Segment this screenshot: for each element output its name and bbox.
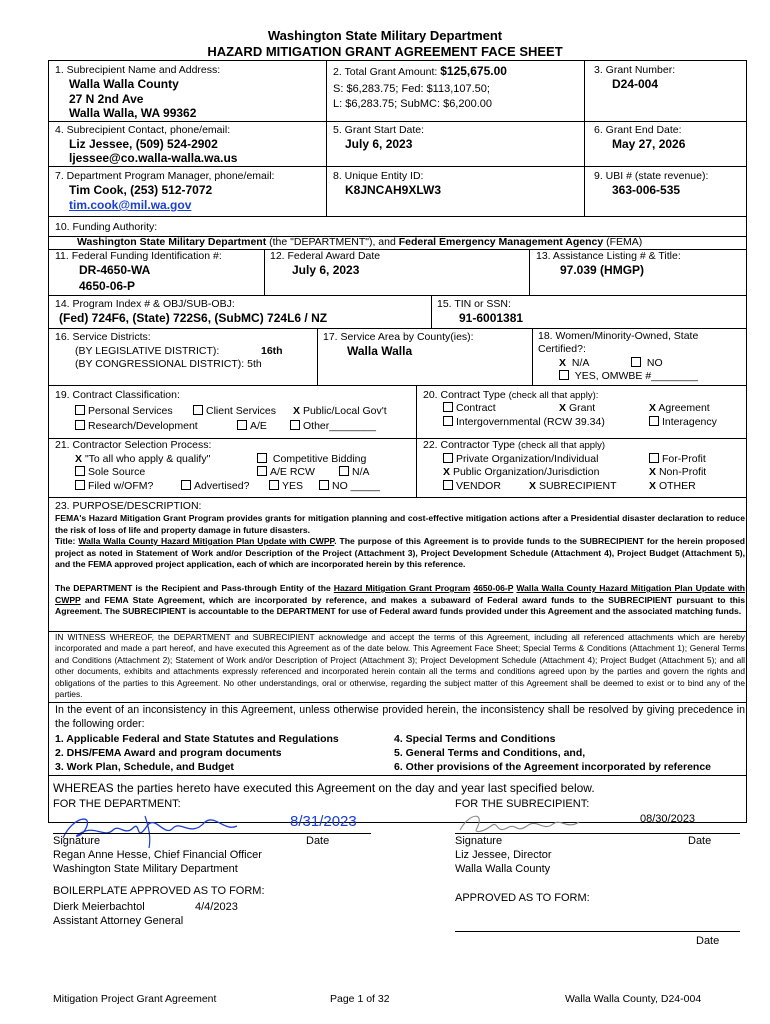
subrecipient-label: SUBRECIPIENT <box>538 480 617 492</box>
sub-signature-label: Signature <box>455 835 503 847</box>
f4-label: 4. Subrecipient Contact, phone/email: <box>55 124 231 136</box>
f12-label: 12. Federal Award Date <box>270 250 381 262</box>
f2-total-grant <box>333 65 507 79</box>
footer-left: Mitigation Project Grant Agreement <box>53 993 217 1005</box>
for-profit-checkbox[interactable] <box>649 453 659 463</box>
document-title: HAZARD MITIGATION GRANT AGREEMENT FACE SHEET <box>207 44 563 59</box>
sel-filed-ofm[interactable] <box>75 480 153 493</box>
sel-competitive[interactable] <box>257 453 366 466</box>
wmbe-no-label: NO <box>646 357 663 369</box>
agreement-mark: X <box>649 402 657 414</box>
grant-number: D24-004 <box>612 77 659 91</box>
order-6: 6. Other provisions of the Agreement incorporated by reference <box>394 761 712 773</box>
intergovernmental-checkbox[interactable] <box>443 416 453 426</box>
sel-no[interactable] <box>319 480 380 493</box>
ctype-non-profit[interactable] <box>649 466 706 479</box>
federal-funding-id2: 4650-06-P <box>79 279 136 293</box>
f13-label: 13. Assistance Listing # & Title: <box>536 250 681 262</box>
sel-advertised[interactable] <box>181 480 249 493</box>
competitive-label: Competitive Bidding <box>272 453 367 465</box>
witness-paragraph: IN WITNESS WHEREOF, the DEPARTMENT and SUBRECIPIENT acknowledge and accept the terms of this Agreement, including all referenced attachments which are hereby incorporated and made a part hereof, and have executed this Agreement as of the date below. This Agreement Face Sheet; Special Terms & Conditions (Attachment 1); General Terms and Conditions (Attachment 2); Statement of Work and/or Description of Project (Attachment 3); Project Development Schedule (Attachment 4); Project Budget (Attachment 5); and all other documents, exhibits and attachments expressly referenced and incorporated herein contain all the terms and conditions agreed upon by the parties and govern the rights and obligations of the parties to this Agreement. No other understandings, oral or otherwise, regarding the subject matter of this Agreement shall be deemed to exist or to bind any of the parties. <box>55 632 745 700</box>
personal-services-label: Personal Services <box>88 405 173 417</box>
purpose-recipient <box>55 583 745 618</box>
f19-label: 19. Contract Classification: <box>55 389 180 401</box>
footer-right: Walla Walla County, D24-004 <box>565 993 702 1005</box>
ctype-for-profit[interactable] <box>649 453 706 466</box>
f16-label: 16. Service Districts: <box>55 331 151 343</box>
dept-date-label: Date <box>306 835 330 847</box>
subrecipient-name: Walla Walla County <box>69 77 179 91</box>
sel-ae-rcw[interactable] <box>257 466 315 479</box>
filed-ofm-checkbox[interactable] <box>75 480 85 490</box>
f2-line2: L: $6,283.75; SubMC: $6,200.00 <box>333 98 493 110</box>
intergovernmental-label: Intergovernmental (RCW 39.34) <box>456 416 605 428</box>
f10-mid: (the "DEPARTMENT"), and <box>266 236 399 248</box>
f20-label-note: (check all that apply): <box>508 390 599 401</box>
approved-as-to-form: APPROVED AS TO FORM: <box>455 892 590 904</box>
purpose-title <box>55 536 745 571</box>
program-manager: Tim Cook, (253) 512-7072 <box>69 183 213 197</box>
f11-label: 11. Federal Funding Identification #: <box>55 250 222 262</box>
face-sheet-form <box>48 60 747 823</box>
boilerplate-signer: Dierk Meierbachtol <box>53 901 145 913</box>
sel-all-apply[interactable] <box>75 453 210 466</box>
f23-label: 23. PURPOSE/DESCRIPTION: <box>55 500 202 512</box>
order-2: 2. DHS/FEMA Award and program documents <box>55 747 282 759</box>
boilerplate-label: BOILERPLATE APPROVED AS TO FORM: <box>53 885 265 897</box>
sub-sign-date: 08/30/2023 <box>640 813 696 825</box>
type-contract[interactable] <box>443 402 496 415</box>
order-1: 1. Applicable Federal and State Statutes and Regulations <box>55 733 339 745</box>
f18-label2: Certified?: <box>538 343 586 355</box>
ae-rcw-checkbox[interactable] <box>257 466 267 476</box>
f22-label-note: (check all that apply) <box>517 440 606 451</box>
advertised-label: Advertised? <box>194 480 250 492</box>
sel-na-checkbox[interactable] <box>339 466 349 476</box>
sub-date-label: Date <box>688 835 712 847</box>
public-local-gov-label: Public/Local Gov't <box>302 405 387 417</box>
class-research[interactable] <box>75 420 198 433</box>
purpose-recipient-body: and FEMA State Agreement, which are incorporated by reference, and makes a subaward of Federal award funds to the SUBRECIPIENT pursuant to this Agreement. The SUBRECIPIENT is accountable to the DEPARTMENT for use of Federal award funds provided under this Agreement and the associated matching funds. <box>55 594 745 617</box>
grant-label: Grant <box>568 402 596 414</box>
ctype-subrecipient[interactable] <box>529 480 617 493</box>
other-type-mark: X <box>649 480 657 492</box>
other-class-checkbox[interactable] <box>290 420 300 430</box>
wmbe-yes-label: YES, OMWBE #________ <box>574 370 698 382</box>
interagency-label: Interagency <box>662 416 717 428</box>
dept-signature-label: Signature <box>53 835 101 847</box>
ctype-public[interactable] <box>443 466 599 479</box>
public-local-gov-mark: X <box>293 405 301 417</box>
private-label: Private Organization/Individual <box>456 453 599 465</box>
purpose-title-prefix: Title: <box>55 536 79 546</box>
class-other[interactable] <box>290 420 376 433</box>
public-org-label: Public Organization/Jurisdiction <box>452 466 600 478</box>
f6-label: 6. Grant End Date: <box>594 124 682 136</box>
contract-checkbox[interactable] <box>443 402 453 412</box>
sel-no-checkbox[interactable] <box>319 480 329 490</box>
footer-page: Page 1 of 32 <box>330 993 390 1005</box>
class-client-services[interactable] <box>193 405 276 418</box>
f22-label-main: 22. Contractor Type <box>423 439 518 451</box>
f20-label-main: 20. Contract Type <box>423 389 509 401</box>
program-index: (Fed) 724F6, (State) 722S6, (SubMC) 724L6 / NZ <box>59 311 328 325</box>
federal-award-date: July 6, 2023 <box>292 263 360 277</box>
other-type-label: OTHER <box>658 480 696 492</box>
ctype-private[interactable] <box>443 453 598 466</box>
subrecipient-mark: X <box>529 480 537 492</box>
sel-sole-source[interactable] <box>75 466 145 479</box>
other-class-label: Other________ <box>303 420 376 432</box>
sub-signer-name: Liz Jessee, Director <box>455 849 552 861</box>
inconsistency-paragraph: In the event of an inconsistency in this Agreement, unless otherwise provided herein, the inconsistency shall be resolved by giving precedence in the following order: <box>55 704 745 730</box>
f15-label: 15. TIN or SSN: <box>437 298 511 310</box>
ubi-number: 363-006-535 <box>612 183 681 197</box>
purpose-project-name: Walla Walla County Hazard Mitigation Plan Update with CWPP <box>55 583 746 605</box>
sel-no-label: NO _____ <box>332 480 380 492</box>
dept-for-label: FOR THE DEPARTMENT: <box>53 798 181 810</box>
purpose-title-body: . The purpose of this Agreement is to provide funds to the SUBRECIPIENT for the herein proposed project as noted in Statement of Work and/or Description of the Project (Attachment 3), Project Development Schedule (Attachment 4), Project Budget (Attachment 5), and the FEMA approved project application, each of which are incorporated herein by this reference. <box>55 536 745 570</box>
purpose-project-title: Walla Walla County Hazard Mitigation Plan Update with CWPP <box>78 536 335 546</box>
sel-na[interactable] <box>339 466 370 479</box>
sole-source-checkbox[interactable] <box>75 466 85 476</box>
ae-label: A/E <box>250 420 267 432</box>
non-profit-label: Non-Profit <box>658 466 707 478</box>
advertised-checkbox[interactable] <box>181 480 191 490</box>
subrecipient-address2: Walla Walla, WA 99362 <box>69 106 197 120</box>
ae-checkbox[interactable] <box>237 420 247 430</box>
filed-ofm-label: Filed w/OFM? <box>88 480 154 492</box>
f10-fema: Federal Emergency Management Agency <box>398 236 604 248</box>
ae-rcw-label: A/E RCW <box>270 466 315 478</box>
f14-label: 14. Program Index # & OBJ/SUB-OBJ: <box>55 298 235 310</box>
research-checkbox[interactable] <box>75 420 85 430</box>
federal-funding-id1: DR-4650-WA <box>79 263 151 277</box>
sel-yes-label: YES <box>282 480 304 492</box>
f5-label: 5. Grant Start Date: <box>333 124 425 136</box>
vendor-checkbox[interactable] <box>443 480 453 490</box>
boilerplate-date: 4/4/2023 <box>195 901 238 913</box>
f2-amount: $125,675.00 <box>440 64 507 78</box>
dept-signer-org: Washington State Military Department <box>53 863 238 875</box>
congressional-district: (BY CONGRESSIONAL DISTRICT): 5th <box>75 358 262 370</box>
agreement-label: Agreement <box>658 402 710 414</box>
grant-mark: X <box>559 402 567 414</box>
program-manager-email[interactable]: tim.cook@mil.wa.gov <box>69 198 192 212</box>
order-5: 5. General Terms and Conditions, and, <box>394 747 586 759</box>
purpose-program-name: Hazard Mitigation Grant Program <box>333 583 471 593</box>
f2-label: 2. Total Grant Amount: <box>333 66 438 78</box>
f20-label <box>423 389 598 402</box>
tin-number: 91-6001381 <box>459 311 524 325</box>
f8-label: 8. Unique Entity ID: <box>333 170 424 182</box>
client-services-checkbox[interactable] <box>193 405 203 415</box>
f10-end: (FEMA) <box>603 236 643 248</box>
sel-yes-checkbox[interactable] <box>269 480 279 490</box>
wmbe-na[interactable] <box>559 357 589 370</box>
all-apply-label: "To all who apply & qualify" <box>84 453 211 465</box>
f1-label: 1. Subrecipient Name and Address: <box>55 64 221 76</box>
purpose-program-id: 4650-06-P <box>473 583 514 593</box>
wmbe-na-label: N/A <box>571 357 590 369</box>
interagency-checkbox[interactable] <box>649 416 659 426</box>
research-label: Research/Development <box>88 420 198 432</box>
non-profit-mark: X <box>649 466 657 478</box>
legislative-district-label: (BY LEGISLATIVE DISTRICT): <box>75 345 220 357</box>
type-agreement[interactable] <box>649 402 710 415</box>
wmbe-yes[interactable] <box>559 370 698 383</box>
class-ae[interactable] <box>237 420 267 433</box>
sel-na-label: N/A <box>352 466 370 478</box>
sub-signer-org: Walla Walla County <box>455 863 551 875</box>
private-checkbox[interactable] <box>443 453 453 463</box>
personal-services-checkbox[interactable] <box>75 405 85 415</box>
boilerplate-title: Assistant Attorney General <box>53 915 184 927</box>
f7-label: 7. Department Program Manager, phone/email: <box>55 170 275 182</box>
wmbe-no[interactable] <box>631 357 663 370</box>
grant-end-date: May 27, 2026 <box>612 137 686 151</box>
public-org-mark: X <box>443 466 451 478</box>
ctype-other[interactable] <box>649 480 696 493</box>
competitive-checkbox[interactable] <box>257 453 267 463</box>
wmbe-yes-checkbox[interactable] <box>559 370 569 380</box>
funding-authority <box>77 236 642 249</box>
for-profit-label: For-Profit <box>662 453 706 465</box>
approved-date-label: Date <box>696 935 720 947</box>
f10-dept: Washington State Military Department <box>77 236 267 248</box>
class-personal-services[interactable] <box>75 405 173 418</box>
department-title: Washington State Military Department <box>267 28 503 43</box>
sole-source-label: Sole Source <box>88 466 146 478</box>
f3-label: 3. Grant Number: <box>594 64 676 76</box>
whereas-text: WHEREAS the parties hereto have executed this Agreement on the day and year last specified below. <box>53 781 595 795</box>
unique-entity-id: K8JNCAH9XLW3 <box>345 183 442 197</box>
f10-label: 10. Funding Authority: <box>55 221 158 233</box>
sub-for-label: FOR THE SUBRECIPIENT: <box>455 798 590 810</box>
class-public-local-gov[interactable] <box>293 405 387 418</box>
dept-signer-name: Regan Anne Hesse, Chief Financial Officer <box>53 849 262 861</box>
contact-phone: Liz Jessee, (509) 524-2902 <box>69 137 218 151</box>
purpose-recipient-prefix: The DEPARTMENT is the Recipient and Pass-through Entity of the <box>55 583 334 593</box>
sel-yes[interactable] <box>269 480 303 493</box>
f2-line1: S: $6,283.75; Fed: $113,107.50; <box>333 83 490 95</box>
f17-label: 17. Service Area by County(ies): <box>323 331 474 343</box>
service-area: Walla Walla <box>347 344 413 358</box>
f9-label: 9. UBI # (state revenue): <box>594 170 709 182</box>
order-3: 3. Work Plan, Schedule, and Budget <box>55 761 234 773</box>
vendor-label: VENDOR <box>456 480 501 492</box>
wmbe-no-checkbox[interactable] <box>631 357 641 367</box>
grant-start-date: July 6, 2023 <box>345 137 413 151</box>
f21-label: 21. Contractor Selection Process: <box>55 439 212 451</box>
order-4: 4. Special Terms and Conditions <box>394 733 556 745</box>
f22-label <box>423 439 605 452</box>
type-grant[interactable] <box>559 402 595 415</box>
legislative-district-value: 16th <box>261 345 283 357</box>
all-apply-mark: X <box>75 453 83 465</box>
subrecipient-address1: 27 N 2nd Ave <box>69 92 144 106</box>
client-services-label: Client Services <box>206 405 277 417</box>
type-interagency[interactable] <box>649 416 717 429</box>
contact-email: ljessee@co.walla-walla.wa.us <box>69 151 238 165</box>
f18-label: 18. Women/Minority-Owned, State <box>538 330 699 342</box>
ctype-vendor[interactable] <box>443 480 501 493</box>
purpose-fema: FEMA's Hazard Mitigation Grant Program provides grants for mitigation planning and cost-effective mitigation actions after a Presidential disaster declaration to reduce the risk of loss of life and property damage in future disasters. <box>55 513 745 535</box>
contract-label: Contract <box>456 402 496 414</box>
wmbe-na-mark: X <box>559 357 567 369</box>
assistance-listing: 97.039 (HMGP) <box>560 263 645 277</box>
dept-sign-date: 8/31/2023 <box>290 813 357 830</box>
type-intergovernmental[interactable] <box>443 416 605 429</box>
